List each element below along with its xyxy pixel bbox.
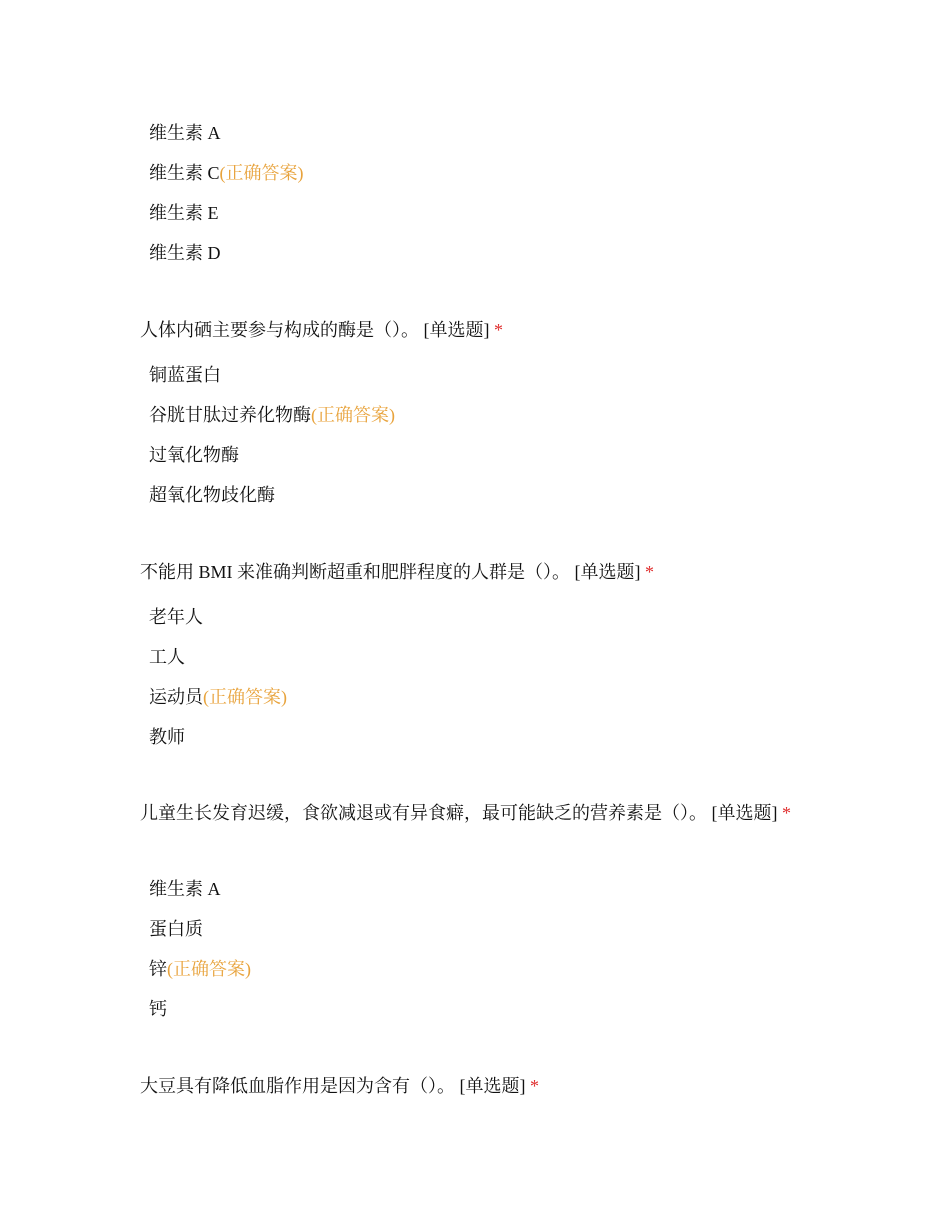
required-mark: * <box>645 562 655 582</box>
correct-answer-tag: (正确答案) <box>167 959 251 979</box>
option-item <box>149 717 185 757</box>
question-text <box>140 1070 820 1102</box>
option-label: 铜蓝蛋白 <box>149 365 221 385</box>
question-stem: 人体内硒主要参与构成的酶是（）。 <box>140 320 419 340</box>
question-stem: 儿童生长发育迟缓，食欲减退或有异食癖，最可能缺乏的营养素是（）。 <box>140 803 707 823</box>
option-label: 维生素 A <box>149 879 221 899</box>
question-type: [单选题] <box>711 803 778 823</box>
option-item <box>149 869 221 909</box>
question-text <box>140 797 815 829</box>
required-mark: * <box>494 320 503 340</box>
option-item <box>149 637 185 677</box>
option-item <box>149 233 221 273</box>
option-label: 过氧化物酶 <box>149 445 239 465</box>
question-text <box>140 314 820 346</box>
option-label: 维生素 C <box>149 163 220 183</box>
option-label: 教师 <box>149 727 185 747</box>
question-stem: 大豆具有降低血脂作用是因为含有（）。 <box>140 1076 455 1096</box>
option-item <box>149 677 287 717</box>
option-item <box>149 949 251 989</box>
option-label: 锌 <box>149 959 167 979</box>
question-type: [单选题] <box>574 562 641 582</box>
correct-answer-tag: (正确答案) <box>311 405 395 425</box>
option-item <box>149 113 221 153</box>
option-label: 谷胱甘肽过养化物酶 <box>149 405 311 425</box>
question-stem: 不能用 BMI 来准确判断超重和肥胖程度的人群是（）。 <box>140 562 571 582</box>
option-item <box>149 909 203 949</box>
question-type: [单选题] <box>423 320 490 340</box>
question-type: [单选题] <box>459 1076 526 1096</box>
option-item <box>149 395 395 435</box>
option-label: 维生素 A <box>149 123 221 143</box>
option-item <box>149 475 275 515</box>
option-label: 蛋白质 <box>149 919 203 939</box>
question-text <box>140 556 820 588</box>
option-label: 运动员 <box>149 687 203 707</box>
option-item <box>149 597 203 637</box>
option-item <box>149 193 219 233</box>
option-label: 钙 <box>149 999 167 1019</box>
option-label: 老年人 <box>149 607 203 627</box>
option-item <box>149 435 239 475</box>
option-label: 维生素 E <box>149 203 219 223</box>
correct-answer-tag: (正确答案) <box>203 687 287 707</box>
correct-answer-tag: (正确答案) <box>219 163 304 183</box>
option-label: 超氧化物歧化酶 <box>149 485 275 505</box>
option-item <box>149 989 167 1029</box>
option-item <box>149 153 304 193</box>
option-item <box>149 355 221 395</box>
required-mark: * <box>530 1076 539 1096</box>
option-label: 维生素 D <box>149 243 221 263</box>
required-mark: * <box>782 803 791 823</box>
option-label: 工人 <box>149 647 185 667</box>
